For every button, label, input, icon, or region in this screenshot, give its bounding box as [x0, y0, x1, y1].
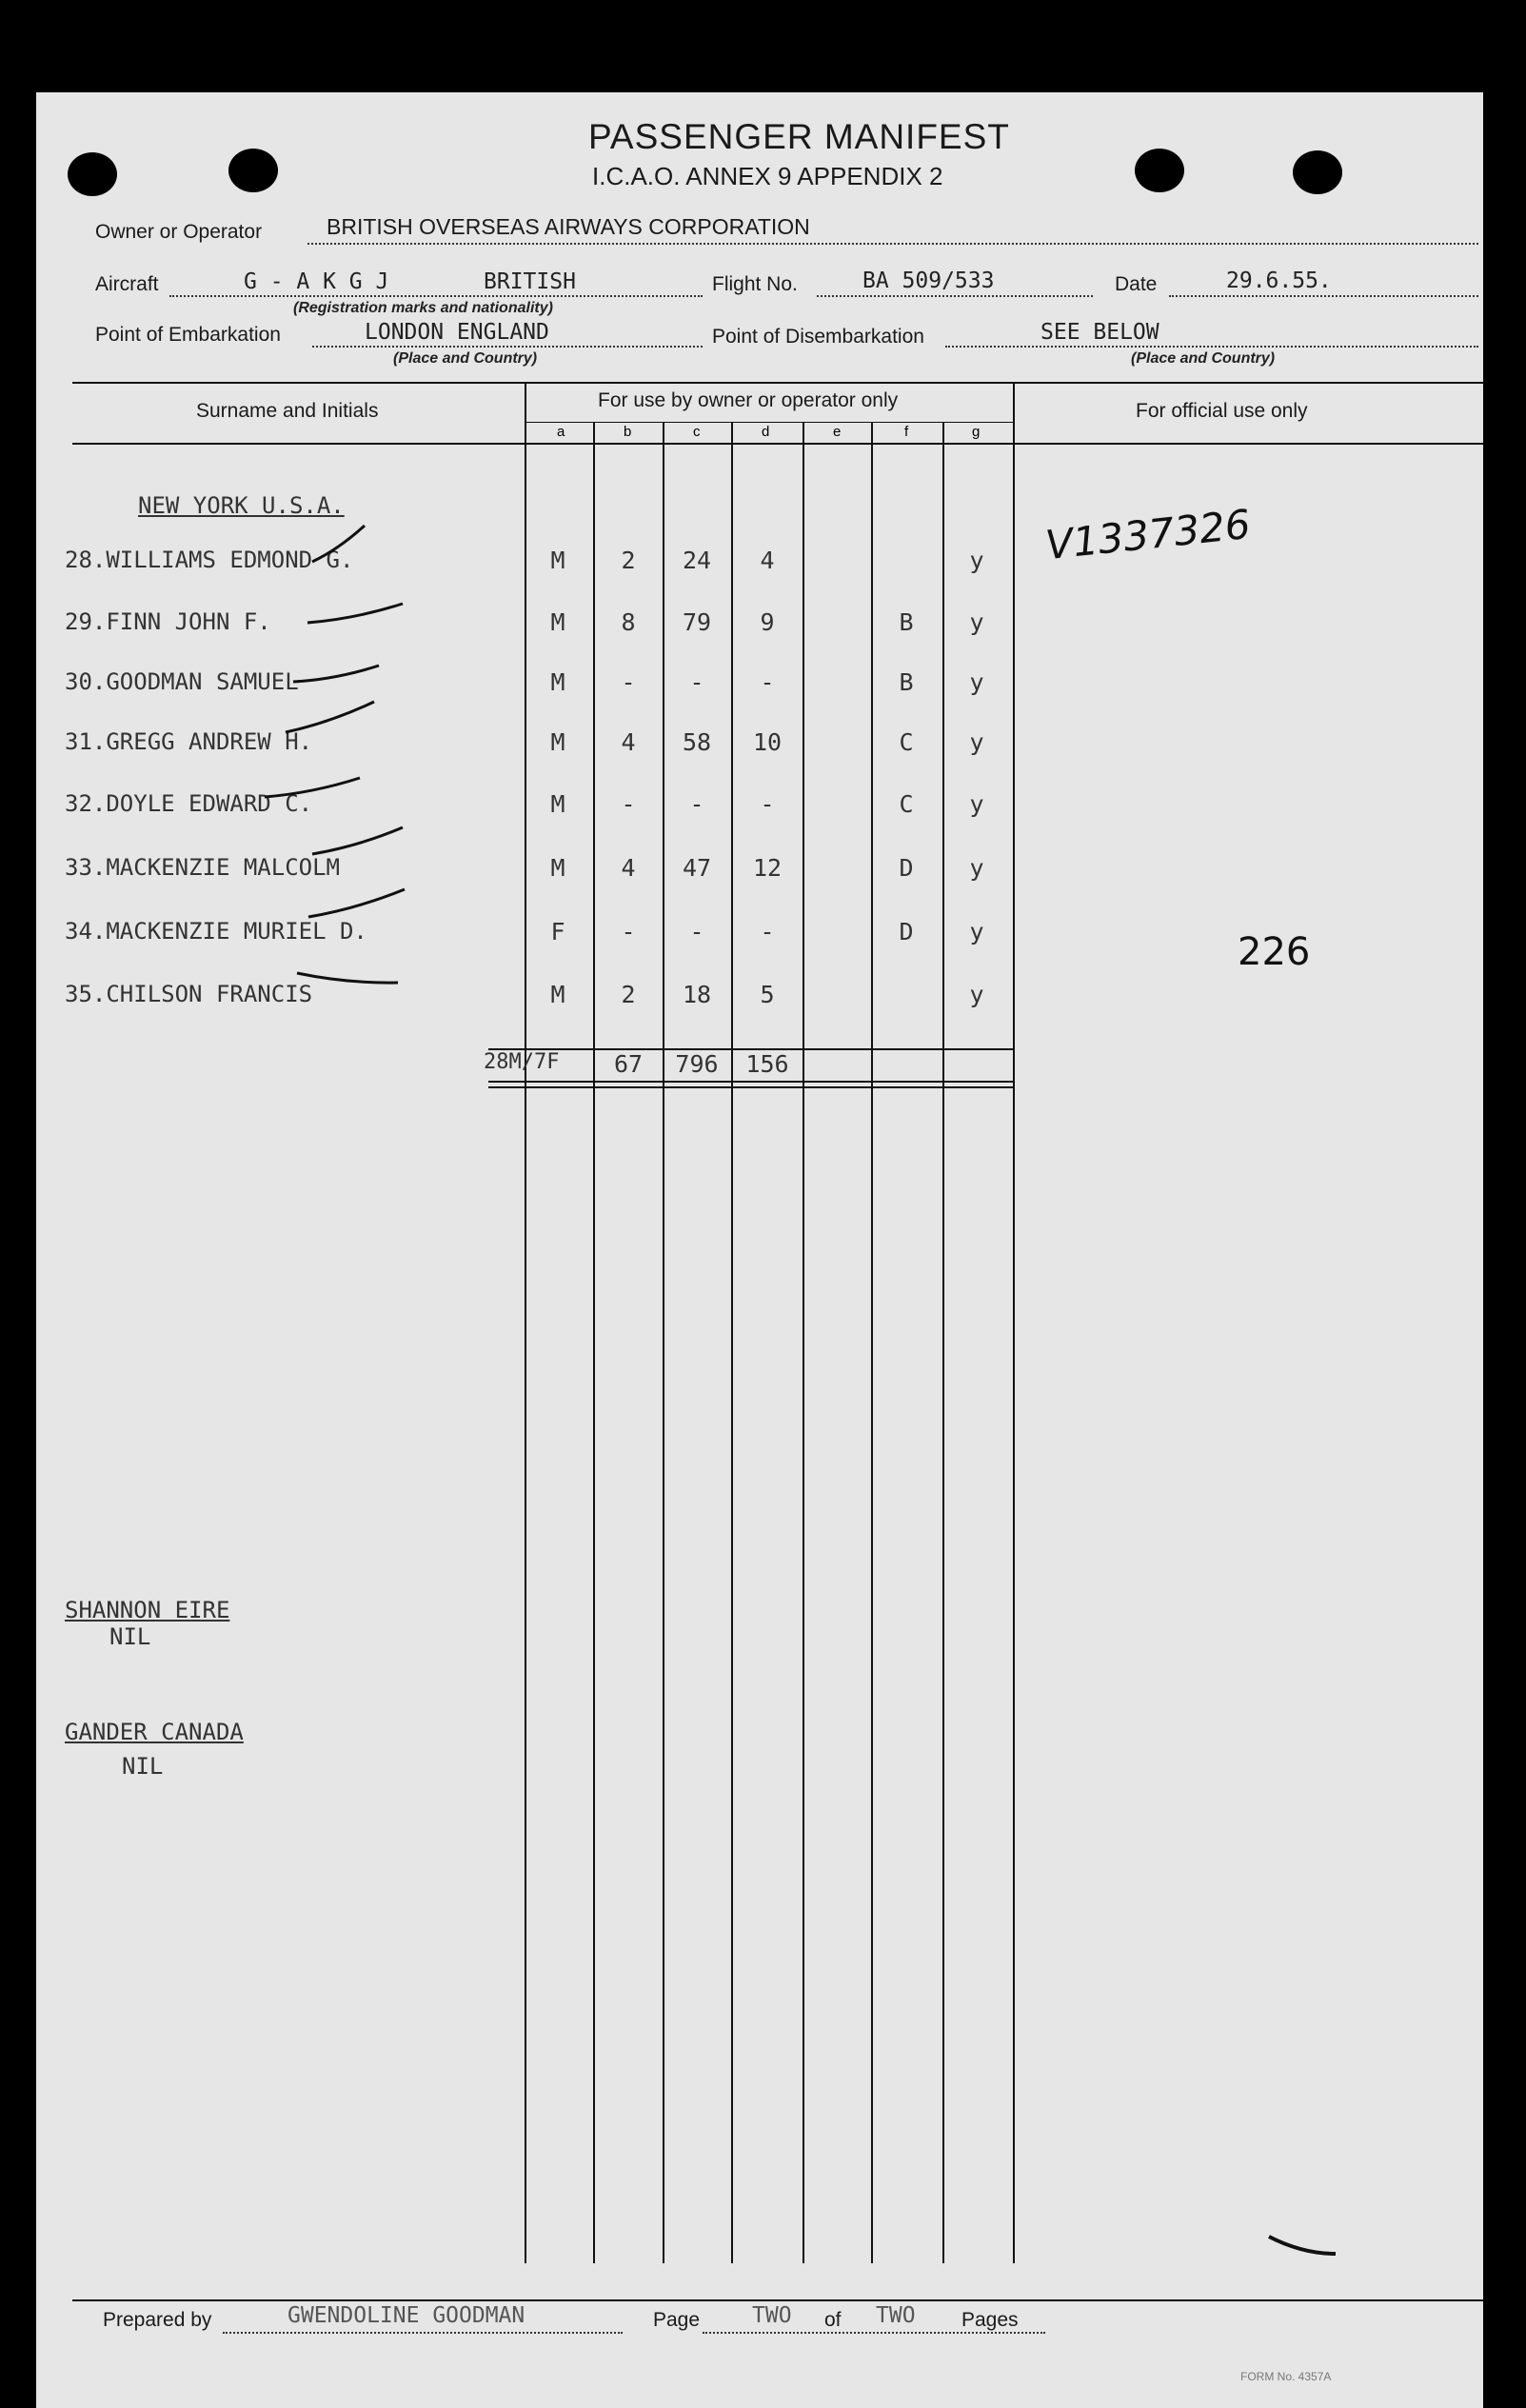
page-line — [703, 2332, 1045, 2334]
owner-label: Owner or Operator — [95, 221, 263, 243]
passenger-name: 34.MACKENZIE MURIEL D. — [65, 918, 367, 945]
prepared-line — [223, 2332, 623, 2334]
passenger-col-b: 2 — [621, 547, 636, 574]
stop-1-place: SHANNON EIRE — [65, 1597, 230, 1623]
passenger-col-b: 4 — [621, 728, 636, 756]
passenger-name: 35.CHILSON FRANCIS — [65, 981, 313, 1007]
prepared-label: Prepared by — [103, 2309, 212, 2331]
stop-2-place: GANDER CANADA — [65, 1719, 244, 1745]
col-g-header: g — [972, 424, 981, 440]
flight-label: Flight No. — [712, 273, 798, 295]
pages-label: Pages — [961, 2309, 1019, 2331]
passenger-col-d: 9 — [760, 608, 775, 636]
passenger-col-g: y — [969, 608, 984, 636]
passenger-col-c: 79 — [682, 608, 712, 636]
embark-value: LONDON ENGLAND — [365, 320, 549, 345]
embark-label: Point of Embarkation — [95, 324, 281, 346]
aircraft-value: G - A K G J — [244, 269, 389, 294]
passenger-col-a: M — [550, 668, 565, 696]
form-number: FORM No. 4357A — [1240, 2370, 1332, 2383]
passenger-name: 28.WILLIAMS EDMOND G. — [65, 547, 354, 573]
passenger-col-b: - — [621, 790, 636, 818]
registration-note: (Registration marks and nationality) — [293, 300, 553, 316]
passenger-col-g: y — [969, 547, 984, 574]
passenger-col-a: F — [550, 918, 565, 945]
owner-use-header: For use by owner or operator only — [598, 389, 899, 411]
pen-stroke — [36, 92, 1483, 1045]
col-e-header: e — [833, 424, 842, 440]
disembark-value: SEE BELOW — [1040, 320, 1159, 345]
col-f-header: f — [904, 424, 909, 440]
passenger-name: 31.GREGG ANDREW H. — [65, 728, 313, 755]
aircraft-label: Aircraft — [95, 273, 159, 295]
passenger-col-f: B — [899, 668, 914, 696]
stop-1-value: NIL — [109, 1623, 151, 1650]
stop-2-value: NIL — [122, 1753, 164, 1780]
passenger-col-c: - — [689, 918, 704, 945]
col-c-header: c — [693, 424, 701, 440]
disembark-note: (Place and Country) — [1131, 350, 1276, 367]
owner-value: BRITISH OVERSEAS AIRWAYS CORPORATION — [327, 214, 810, 239]
passenger-col-g: y — [969, 728, 984, 756]
passenger-col-b: - — [621, 918, 636, 945]
date-label: Date — [1115, 273, 1158, 295]
passenger-col-a: M — [550, 547, 565, 574]
passenger-col-g: y — [969, 790, 984, 818]
passenger-col-f: D — [899, 918, 914, 945]
surname-header: Surname and Initials — [196, 400, 379, 422]
passenger-col-g: y — [969, 854, 984, 882]
flight-value: BA 509/533 — [862, 269, 995, 293]
page-title: PASSENGER MANIFEST — [588, 117, 1010, 156]
date-value: 29.6.55. — [1226, 269, 1332, 293]
passenger-col-d: 10 — [752, 728, 783, 756]
passenger-col-b: 2 — [621, 981, 636, 1008]
page-value: TWO — [752, 2303, 792, 2328]
manifest-page — [36, 92, 1483, 2408]
official-handwritten-code: V1337326 — [1043, 500, 1253, 569]
page-subtitle: I.C.A.O. ANNEX 9 APPENDIX 2 — [592, 162, 943, 190]
passenger-col-c: 24 — [682, 547, 712, 574]
passenger-name: 29.FINN JOHN F. — [65, 608, 271, 635]
total-b: 67 — [613, 1050, 644, 1078]
passenger-col-c: 58 — [682, 728, 712, 756]
total-d: 156 — [745, 1050, 789, 1078]
of-label: of — [824, 2309, 842, 2331]
passenger-col-d: 5 — [760, 981, 775, 1008]
passenger-col-f: B — [899, 608, 914, 636]
passenger-col-g: y — [969, 918, 984, 945]
passenger-col-c: 18 — [682, 981, 712, 1008]
passenger-col-g: y — [969, 981, 984, 1008]
passenger-name: 32.DOYLE EDWARD C. — [65, 790, 313, 817]
passenger-col-a: M — [550, 728, 565, 756]
passenger-col-f: C — [899, 790, 914, 818]
passenger-col-d: - — [760, 918, 775, 945]
passenger-name: 30.GOODMAN SAMUEL — [65, 668, 299, 695]
passenger-col-a: M — [550, 981, 565, 1008]
col-d-header: d — [762, 424, 770, 440]
col-b-header: b — [624, 424, 632, 440]
passenger-col-c: 47 — [682, 854, 712, 882]
passenger-col-d: - — [760, 790, 775, 818]
official-number: 226 — [1238, 930, 1311, 974]
passenger-col-a: M — [550, 608, 565, 636]
passenger-col-b: 8 — [621, 608, 636, 636]
of-value: TWO — [876, 2303, 916, 2328]
passenger-col-g: y — [969, 668, 984, 696]
passenger-col-a: M — [550, 790, 565, 818]
passenger-col-c: - — [689, 790, 704, 818]
prepared-value: GWENDOLINE GOODMAN — [287, 2303, 525, 2328]
aircraft-nationality: BRITISH — [484, 269, 576, 294]
footer-top-line — [72, 2299, 1483, 2301]
total-a: 28M/7F — [484, 1050, 560, 1074]
passenger-col-b: - — [621, 668, 636, 696]
passenger-col-b: 4 — [621, 854, 636, 882]
official-use-header: For official use only — [1136, 400, 1308, 422]
destination-heading: NEW YORK U.S.A. — [138, 492, 345, 519]
totals-bottom-line — [488, 1081, 1014, 1083]
passenger-col-c: - — [689, 668, 704, 696]
disembark-label: Point of Disembarkation — [712, 326, 924, 348]
passenger-col-a: M — [550, 854, 565, 882]
passenger-col-d: 12 — [752, 854, 783, 882]
page-label: Page — [653, 2309, 701, 2331]
passenger-col-f: C — [899, 728, 914, 756]
col-a-header: a — [557, 424, 565, 440]
totals-bottom-line-2 — [488, 1086, 1014, 1088]
passenger-col-d: 4 — [760, 547, 775, 574]
passenger-name: 33.MACKENZIE MALCOLM — [65, 854, 340, 881]
embark-note: (Place and Country) — [393, 350, 538, 367]
passenger-col-d: - — [760, 668, 775, 696]
total-c: 796 — [675, 1050, 719, 1078]
passenger-col-f: D — [899, 854, 914, 882]
handwritten-tick-mark — [1264, 2225, 1340, 2263]
